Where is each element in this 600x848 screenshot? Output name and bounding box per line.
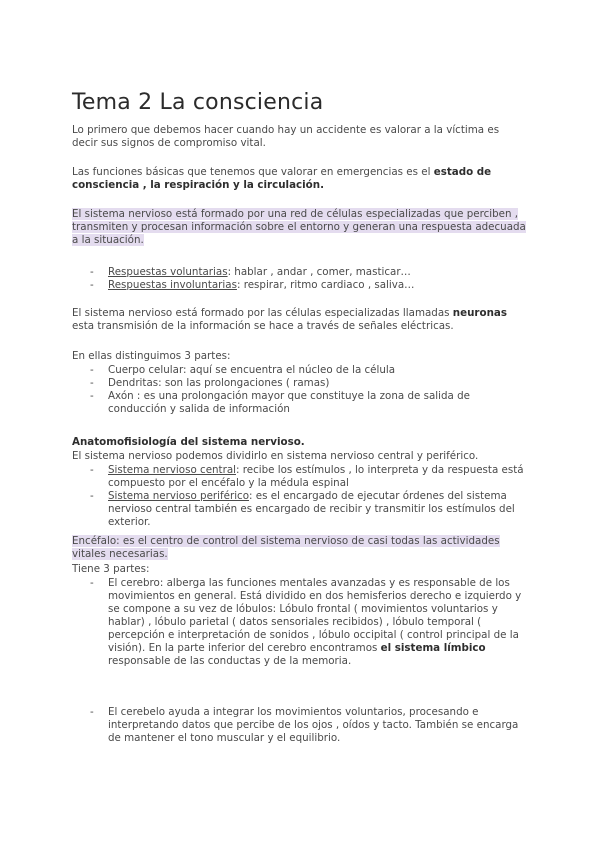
anatomy-text: El sistema nervioso podemos dividirlo en sistema nervioso central y periférico. <box>72 450 479 462</box>
list-item <box>72 266 527 279</box>
anatomy-heading: Anatomofisiología del sistema nervioso. <box>72 436 305 448</box>
list-item: - Axón : es una prolongación mayor que constituye la zona de salida de conducción y salida de información <box>72 390 527 416</box>
three-parts-label: Tiene 3 partes: <box>72 563 150 575</box>
list-item: - Dendritas: son las prolongaciones ( ramas) <box>72 377 527 390</box>
intro-paragraph-2 <box>72 166 527 192</box>
response-term: Respuestas voluntarias <box>108 266 228 278</box>
brain-text-post: responsable de las conductas y de la memoria. <box>108 655 352 667</box>
highlight-paragraph-2 <box>72 535 527 561</box>
systems-list <box>72 464 527 529</box>
system-term: Sistema nervioso periférico <box>108 490 250 502</box>
neuron-parts-list <box>72 364 527 416</box>
system-term: Sistema nervioso central <box>108 464 236 476</box>
list-item: - Cuerpo celular: aquí se encuentra el núcleo de la célula <box>72 364 527 377</box>
response-term: Respuestas involuntarias <box>108 279 237 291</box>
list-item <box>72 490 527 529</box>
list-item <box>72 279 527 292</box>
responses-list <box>72 266 527 292</box>
response-text: : hablar , andar , comer, masticar… <box>227 266 411 278</box>
list-item <box>72 464 527 490</box>
brain-text-pre: El cerebro: alberga las funciones mentales avanzadas y es responsable de los movimientos en general. Está dividido en dos hemisferios derecho e izquierdo y se compone a su vez de lóbulos: Lóbulo frontal ( movimientos voluntarios y hablar) , lóbulo parietal ( datos sensoriales recibidos) , lóbulo temporal ( percepción e interpretación de sonidos , lóbulo occipital ( control principal de la visión). En la parte inferior del cerebro encontramos <box>108 577 522 654</box>
intro-2-bold: estado de consciencia , la respiración y la circulación. <box>72 166 492 191</box>
list-item: - El cerebelo ayuda a integrar los movimientos voluntarios, procesando e interpretando datos que percibe de los ojos , oídos y tacto. También se encarga de mantener el tono muscular y el equilibrio. <box>72 706 527 745</box>
highlight-paragraph-1 <box>72 208 527 247</box>
neurons-paragraph <box>72 307 527 333</box>
brain-bold: el sistema límbico <box>380 642 486 654</box>
brain-parts-list <box>72 577 527 668</box>
system-text: : es el encargado de ejecutar órdenes del sistema nervioso central también es encargado de recibir y transmitir los estímulos del exterior. <box>108 490 515 528</box>
intro-2-text: Las funciones básicas que tenemos que valorar en emergencias es el <box>72 166 434 178</box>
page-title: Tema 2 La consciencia <box>72 90 324 115</box>
highlight-text-1: El sistema nervioso está formado por una red de células especializadas que perciben , transmiten y procesan información sobre el entorno y generan una respuesta adecuada a la situación. <box>72 208 526 246</box>
response-text: : respirar, ritmo cardiaco , saliva… <box>236 279 415 291</box>
intro-paragraph-1: Lo primero que debemos hacer cuando hay un accidente es valorar a la víctima es decir sus signos de compromiso vital. <box>72 124 500 149</box>
cerebellum-list <box>72 706 527 745</box>
system-text: : recibe los estímulos , lo interpreta y da respuesta está compuesto por el encéfalo y la médula espinal <box>108 464 524 489</box>
highlight-text-2: Encéfalo: es el centro de control del sistema nervioso de casi todas las actividades vitales necesarias. <box>72 535 500 560</box>
list-item <box>72 577 527 668</box>
neurons-text-pre: El sistema nervioso está formado por las células especializadas llamadas <box>72 307 453 319</box>
neurons-text-post: esta transmisión de la información se hace a través de señales eléctricas. <box>72 320 454 332</box>
parts-intro: En ellas distinguimos 3 partes: <box>72 350 231 362</box>
neurons-bold: neuronas <box>452 307 507 319</box>
